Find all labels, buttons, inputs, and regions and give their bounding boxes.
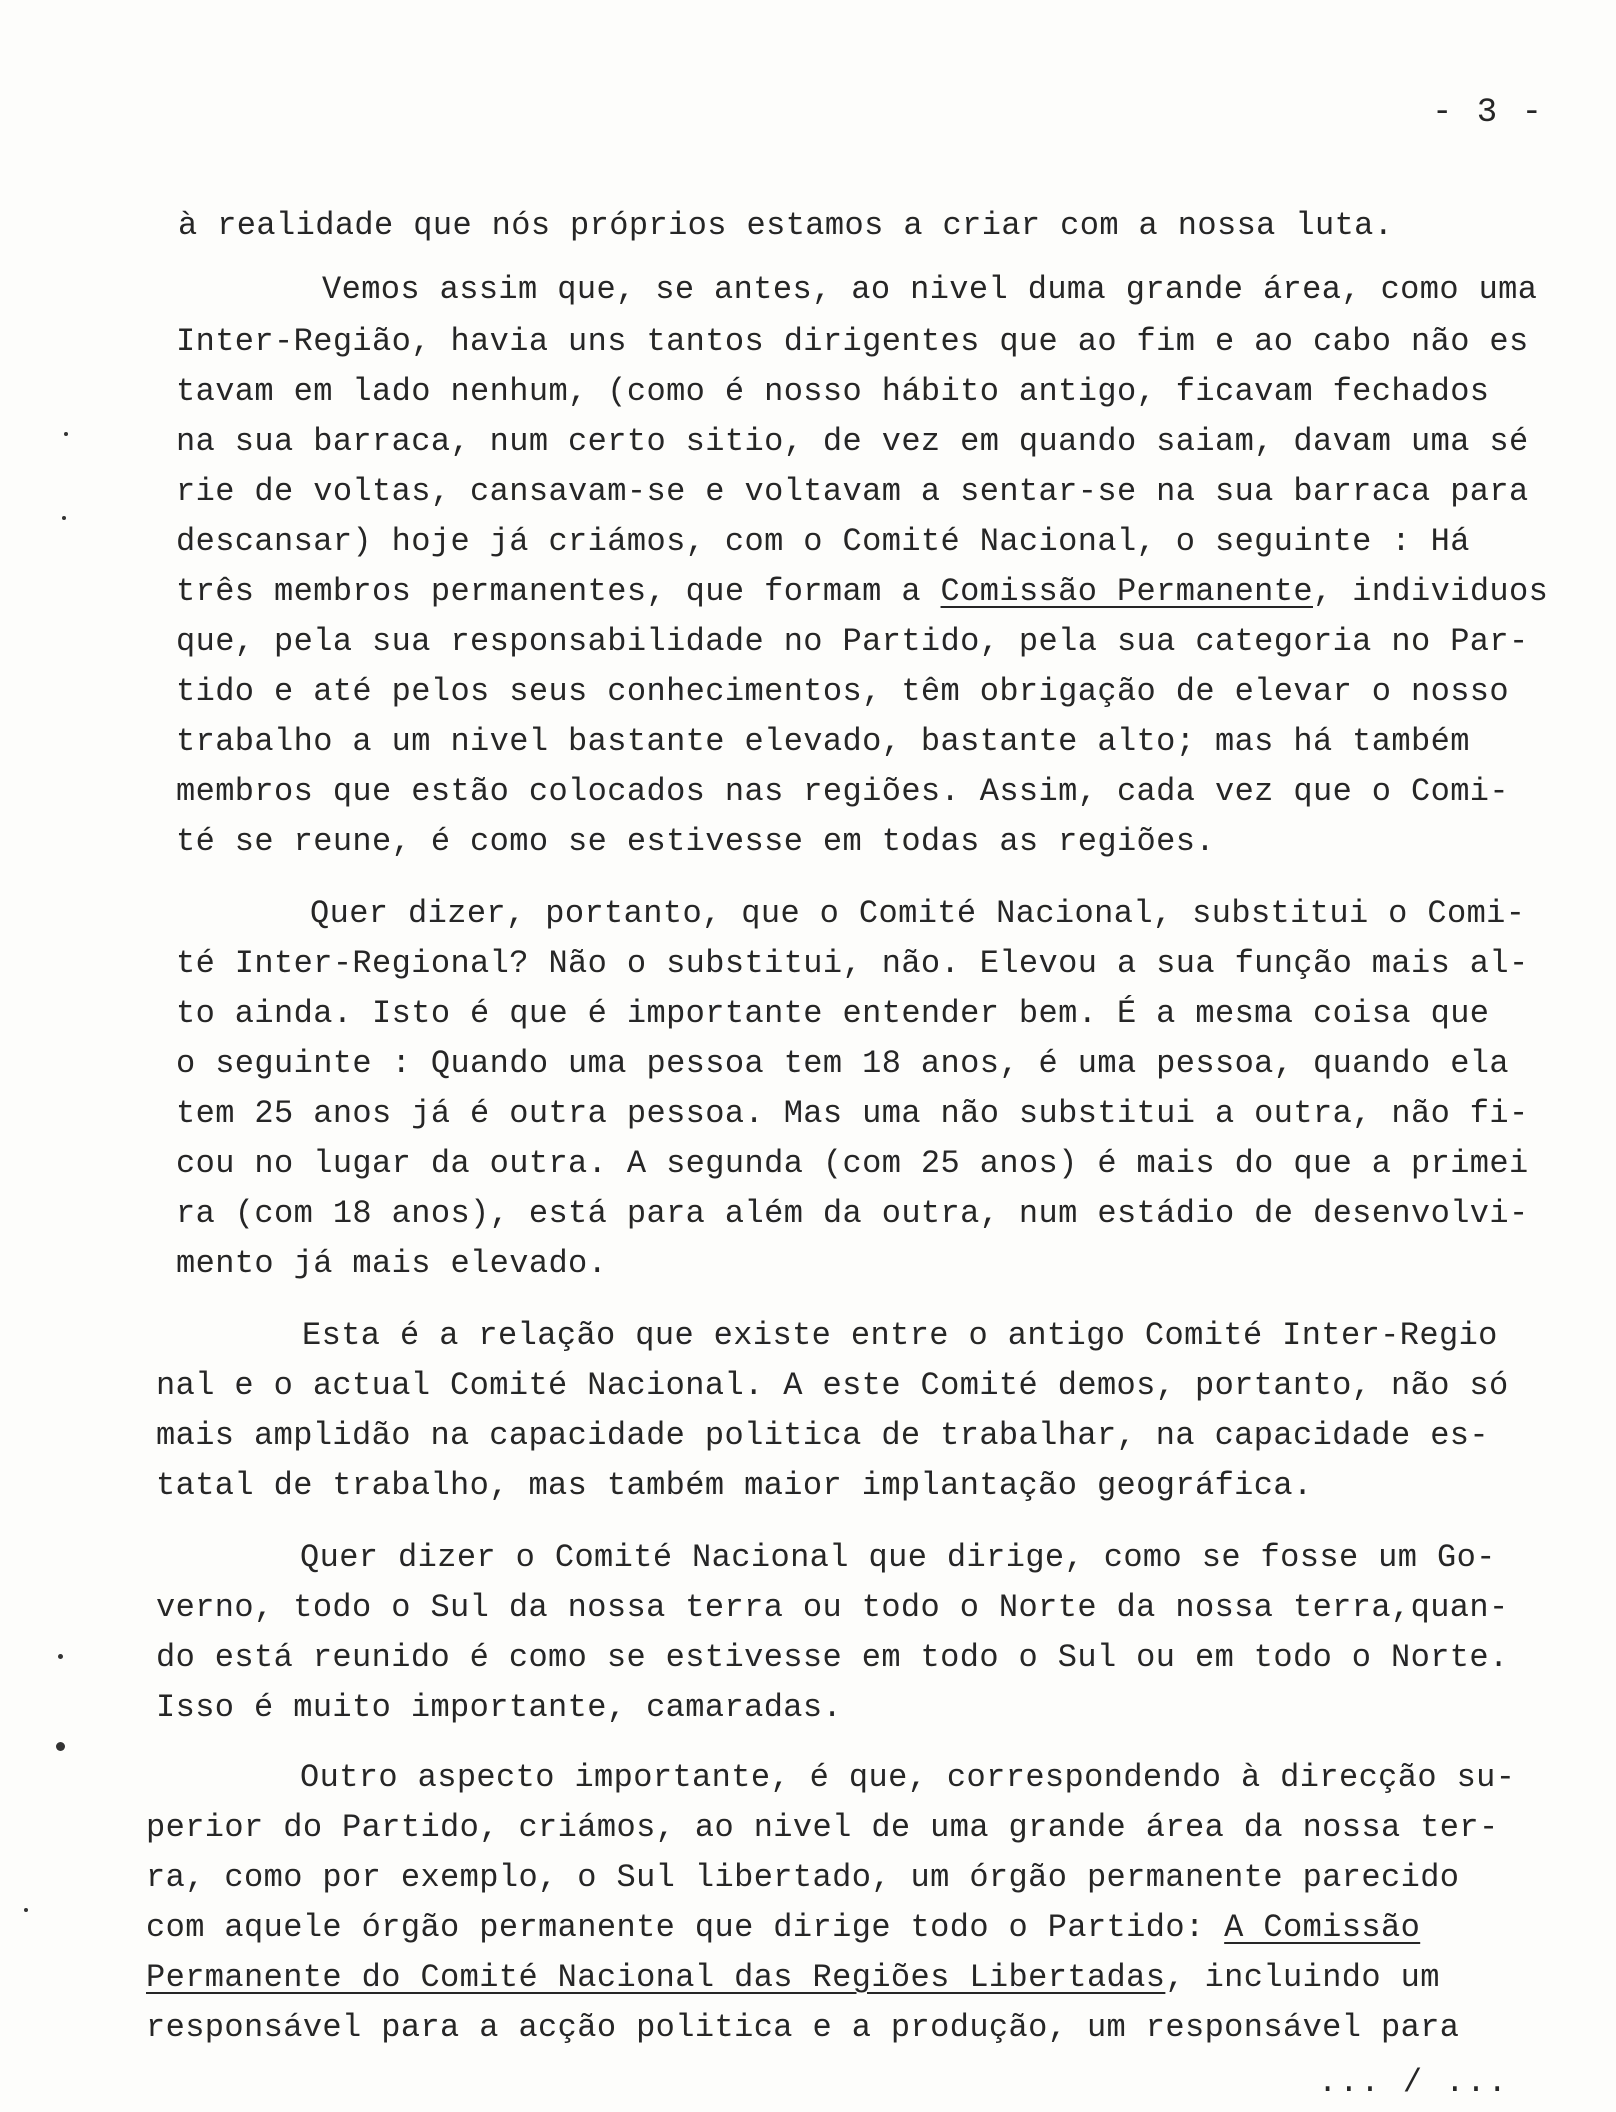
text-line: ra (com 18 anos), está para além da outra, num estádio de desenvolvi- bbox=[176, 1195, 1529, 1232]
text-line: Quer dizer o Comité Nacional que dirige, como se fosse um Go- bbox=[300, 1539, 1496, 1576]
text-line: cou no lugar da outra. A segunda (com 25 anos) é mais do que a primei bbox=[176, 1145, 1529, 1182]
text-line: três membros permanentes, que formam a Comissão Permanente, individuos bbox=[176, 573, 1549, 610]
continuation-mark: ... / ... bbox=[1318, 2064, 1509, 2101]
text-line: nal e o actual Comité Nacional. A este Comité demos, portanto, não só bbox=[156, 1367, 1509, 1404]
text-line: o seguinte : Quando uma pessoa tem 18 anos, é uma pessoa, quando ela bbox=[176, 1045, 1510, 1082]
text-line: Inter-Região, havia uns tantos dirigentes que ao fim e ao cabo não es bbox=[176, 323, 1529, 360]
scan-speck bbox=[24, 1908, 28, 1912]
text-line: descansar) hoje já criámos, com o Comité Nacional, o seguinte : Há bbox=[176, 523, 1470, 560]
text-line: com aquele órgão permanente que dirige todo o Partido: A Comissão bbox=[146, 1909, 1421, 1946]
text-line: tido e até pelos seus conhecimentos, têm obrigação de elevar o nosso bbox=[176, 673, 1510, 710]
text-line: tem 25 anos já é outra pessoa. Mas uma não substitui a outra, não fi- bbox=[176, 1095, 1529, 1132]
text-line: té Inter-Regional? Não o substitui, não. Elevou a sua função mais al- bbox=[176, 945, 1529, 982]
text-line: à realidade que nós próprios estamos a criar com a nossa luta. bbox=[178, 207, 1394, 244]
text-line: Isso é muito importante, camaradas. bbox=[156, 1689, 843, 1726]
text-line: té se reune, é como se estivesse em todas as regiões. bbox=[176, 823, 1215, 860]
text-line: mais amplidão na capacidade politica de trabalhar, na capacidade es- bbox=[156, 1417, 1490, 1454]
text-line: responsável para a acção politica e a produção, um responsável para bbox=[146, 2009, 1460, 2046]
text-line: que, pela sua responsabilidade no Partido, pela sua categoria no Par- bbox=[176, 623, 1529, 660]
text-line: mento já mais elevado. bbox=[176, 1245, 608, 1282]
text-line: tatal de trabalho, mas também maior implantação geográfica. bbox=[156, 1467, 1313, 1504]
scan-speck bbox=[62, 516, 66, 520]
text-line: Vemos assim que, se antes, ao nivel duma grande área, como uma bbox=[322, 271, 1538, 308]
scan-speck bbox=[64, 432, 68, 436]
text-line: Esta é a relação que existe entre o antigo Comité Inter-Regio bbox=[302, 1317, 1498, 1354]
text-line: ra, como por exemplo, o Sul libertado, um órgão permanente parecido bbox=[146, 1859, 1460, 1896]
text-line: to ainda. Isto é que é importante entender bem. É a mesma coisa que bbox=[176, 995, 1490, 1032]
text-line: rie de voltas, cansavam-se e voltavam a sentar-se na sua barraca para bbox=[176, 473, 1529, 510]
text-line: perior do Partido, criámos, ao nivel de uma grande área da nossa ter- bbox=[146, 1809, 1499, 1846]
text-line: na sua barraca, num certo sitio, de vez em quando saiam, davam uma sé bbox=[176, 423, 1529, 460]
text-line: trabalho a um nivel bastante elevado, bastante alto; mas há também bbox=[176, 723, 1470, 760]
scan-speck bbox=[58, 1654, 63, 1659]
text-line: verno, todo o Sul da nossa terra ou todo o Norte da nossa terra,quan- bbox=[156, 1589, 1509, 1626]
page-number: - 3 - bbox=[1432, 94, 1545, 132]
text-line: Permanente do Comité Nacional das Regiões Libertadas, incluindo um bbox=[146, 1959, 1440, 1996]
text-line: Quer dizer, portanto, que o Comité Nacional, substitui o Comi- bbox=[310, 895, 1526, 932]
scan-speck bbox=[56, 1742, 65, 1751]
text-line: membros que estão colocados nas regiões. Assim, cada vez que o Comi- bbox=[176, 773, 1510, 810]
text-line: tavam em lado nenhum, (como é nosso hábito antigo, ficavam fechados bbox=[176, 373, 1490, 410]
text-line: Outro aspecto importante, é que, correspondendo à direcção su- bbox=[300, 1759, 1516, 1796]
text-line: do está reunido é como se estivesse em todo o Sul ou em todo o Norte. bbox=[156, 1639, 1509, 1676]
